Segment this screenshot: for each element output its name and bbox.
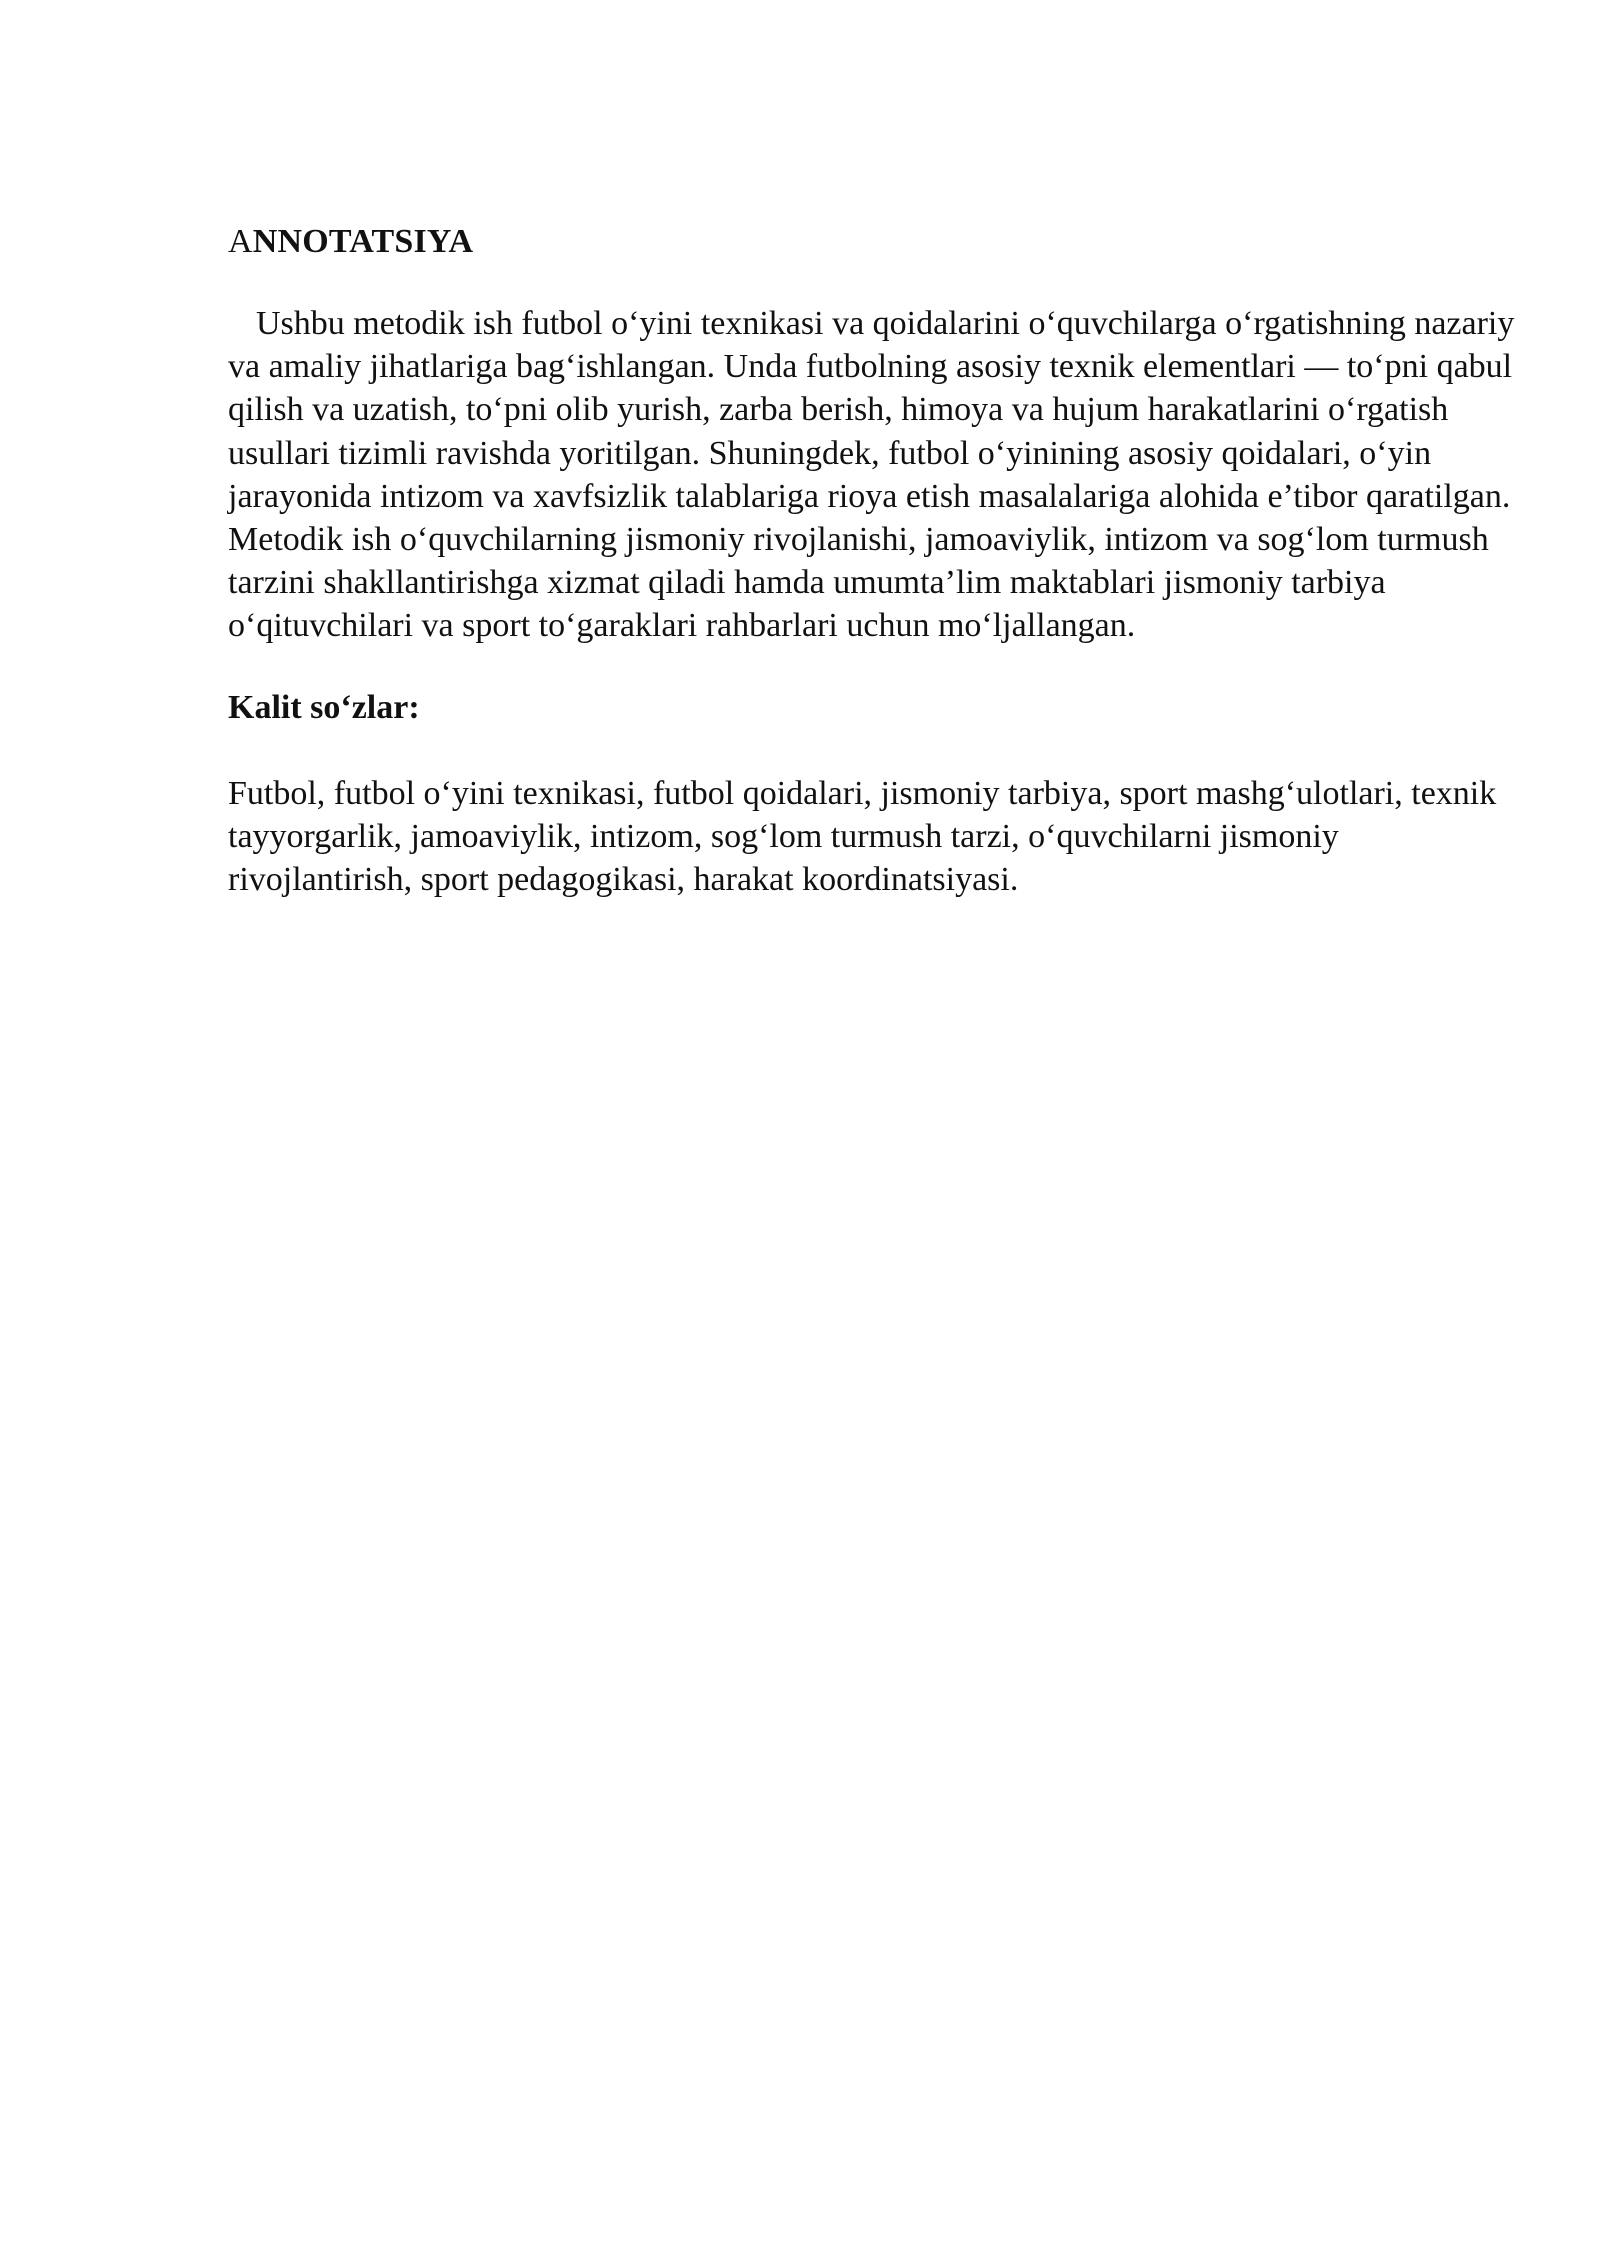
- heading-rest: NNOTATSIYA: [252, 223, 474, 260]
- keywords-list: Futbol, futbol o‘yini texnikasi, futbol qoidalari, jismoniy tarbiya, sport mashg‘ulotlari, texnik tayyorgarlik, jamoaviylik, intizom, sog‘lom turmush tarzi, o‘quvchilarni jismoniy rivojlantirish, sport pedagogikasi, harakat koordinatsiyasi.: [228, 774, 1497, 899]
- annotation-paragraph: Ushbu metodik ish futbol o‘yini texnikasi va qoidalarini o‘quvchilarga o‘rgatishning nazariy va amaliy jihatlariga bag‘ishlangan. Unda futbolning asosiy texnik elementlari — to‘pni qabul qilish va uzatish, to‘pni olib yurish, zarba berish, himoya va hujum harakatlarini o‘rgatish usullari tizimli ravishda yoritilgan. Shuningdek, futbol o‘yinining asosiy qoidalari, o‘yin jarayonida intizom va xavfsizlik talablariga rioya etish masalalariga alohida e’tibor qaratilgan. Metodik ish o‘quvchilarning jismoniy rivojlanishi, jamoaviylik, intizom va sog‘lom turmush tarzini shakllantirishga xizmat qiladi hamda umumta’lim maktablari jismoniy tarbiya o‘qituvchilari va sport to‘garaklari rahbarlari uchun mo‘ljallangan.: [228, 305, 1515, 645]
- annotation-heading: [228, 218, 1518, 266]
- keywords-title: Kalit so‘zlar:: [228, 688, 420, 726]
- document-content: [228, 218, 1518, 901]
- heading-first-letter: A: [228, 223, 253, 260]
